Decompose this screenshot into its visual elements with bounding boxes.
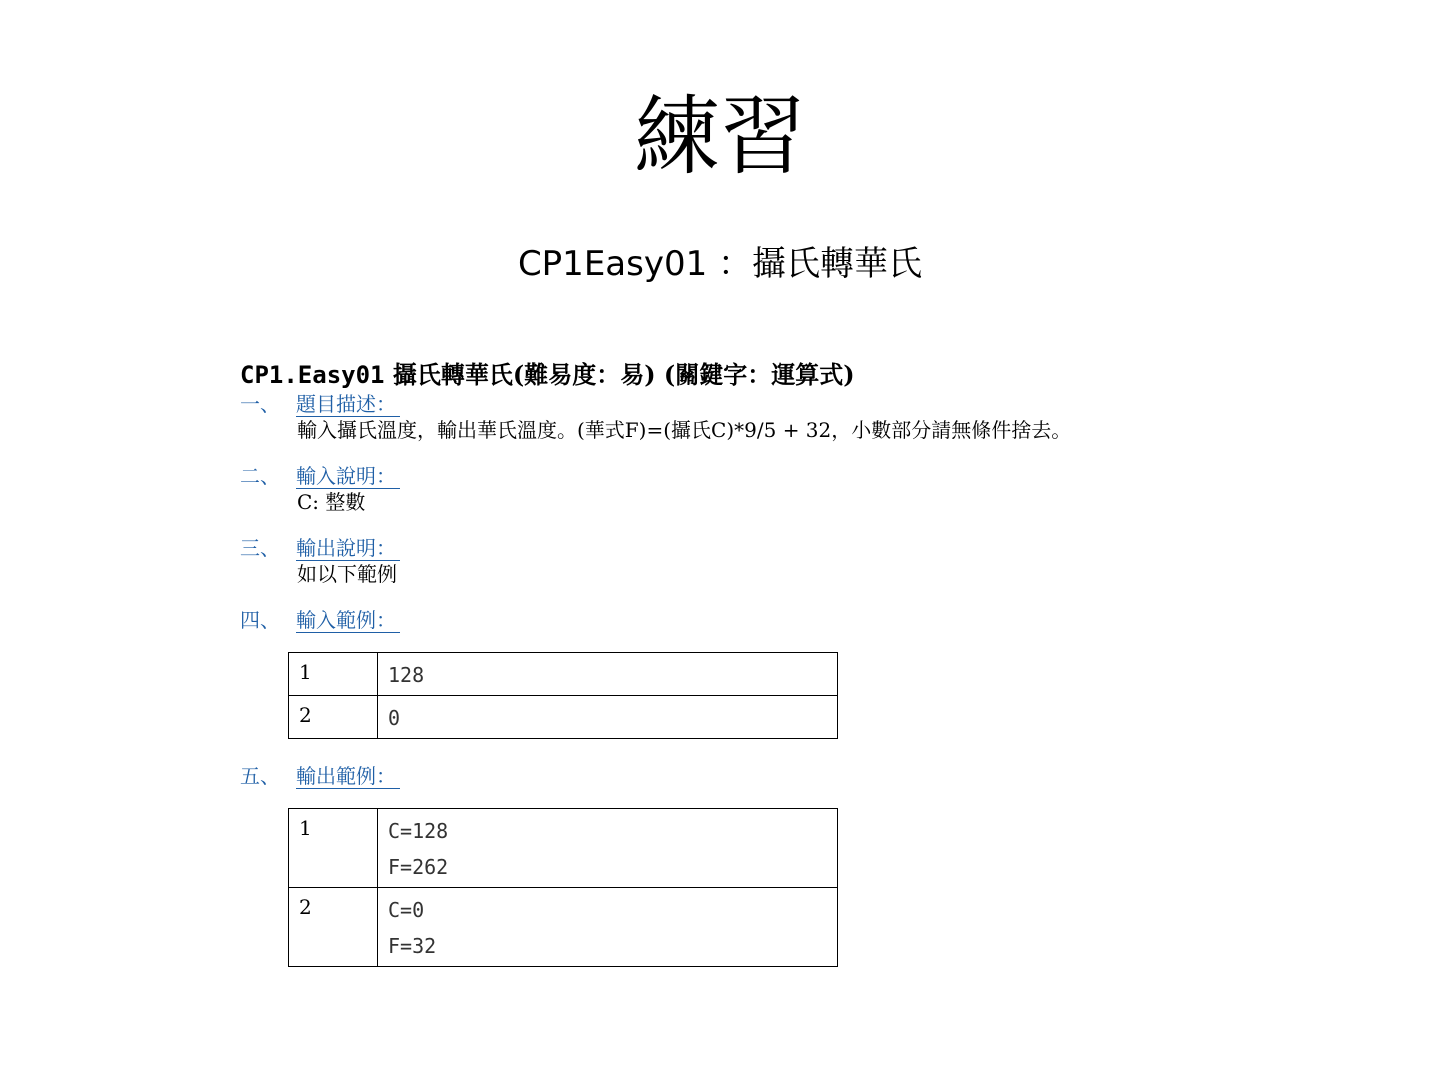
- output-spec-text: 如以下範例: [297, 562, 397, 586]
- example-line: F=262: [388, 855, 449, 879]
- description-text: 輸入攝氏溫度，輸出華氏溫度。(華式F)=(攝氏C)*9/5 + 32，小數部分請無條件捨去。: [297, 418, 1072, 442]
- section-number: 四、: [240, 608, 280, 632]
- input-spec-text: C: 整數: [297, 490, 366, 514]
- problem-code: CP1.Easy01: [240, 361, 385, 389]
- section-number: 一、: [240, 392, 280, 416]
- section-number: 三、: [240, 536, 280, 560]
- example-index: 2: [289, 888, 378, 967]
- example-line: 128: [388, 663, 425, 687]
- example-index: 1: [289, 653, 378, 696]
- example-value: [378, 696, 838, 739]
- slide-title: 練習: [634, 87, 806, 187]
- example-index: 2: [289, 696, 378, 739]
- problem-heading: [240, 358, 855, 392]
- table-row: [289, 809, 838, 888]
- output-example-table: [288, 808, 838, 967]
- section-label: 輸出說明：: [296, 536, 400, 561]
- table-row: [289, 696, 838, 739]
- section-label: 題目描述：: [296, 392, 400, 417]
- slide-subtitle: CP1Easy01 ：攝氏轉華氏: [517, 244, 923, 284]
- problem-heading-text: 攝氏轉華氏(難易度：易) (關鍵字：運算式): [384, 360, 855, 389]
- section-label: 輸入說明：: [296, 464, 400, 489]
- example-line: C=0: [388, 898, 425, 922]
- section-number: 二、: [240, 464, 280, 488]
- section-output-example: [240, 762, 400, 790]
- section-number: 五、: [240, 764, 280, 788]
- table-row: [289, 888, 838, 967]
- example-value: [378, 809, 838, 888]
- example-value: [378, 888, 838, 967]
- example-line: C=128: [388, 819, 449, 843]
- example-value: [378, 653, 838, 696]
- table-row: [289, 653, 838, 696]
- input-example-table: [288, 652, 838, 739]
- section-input-spec: [240, 462, 400, 490]
- example-line: F=32: [388, 934, 437, 958]
- section-label: 輸出範例：: [296, 764, 400, 789]
- example-line: 0: [388, 706, 401, 730]
- section-input-example: [240, 606, 400, 634]
- section-output-spec: [240, 534, 400, 562]
- section-description: [240, 390, 400, 418]
- section-label: 輸入範例：: [296, 608, 400, 633]
- example-index: 1: [289, 809, 378, 888]
